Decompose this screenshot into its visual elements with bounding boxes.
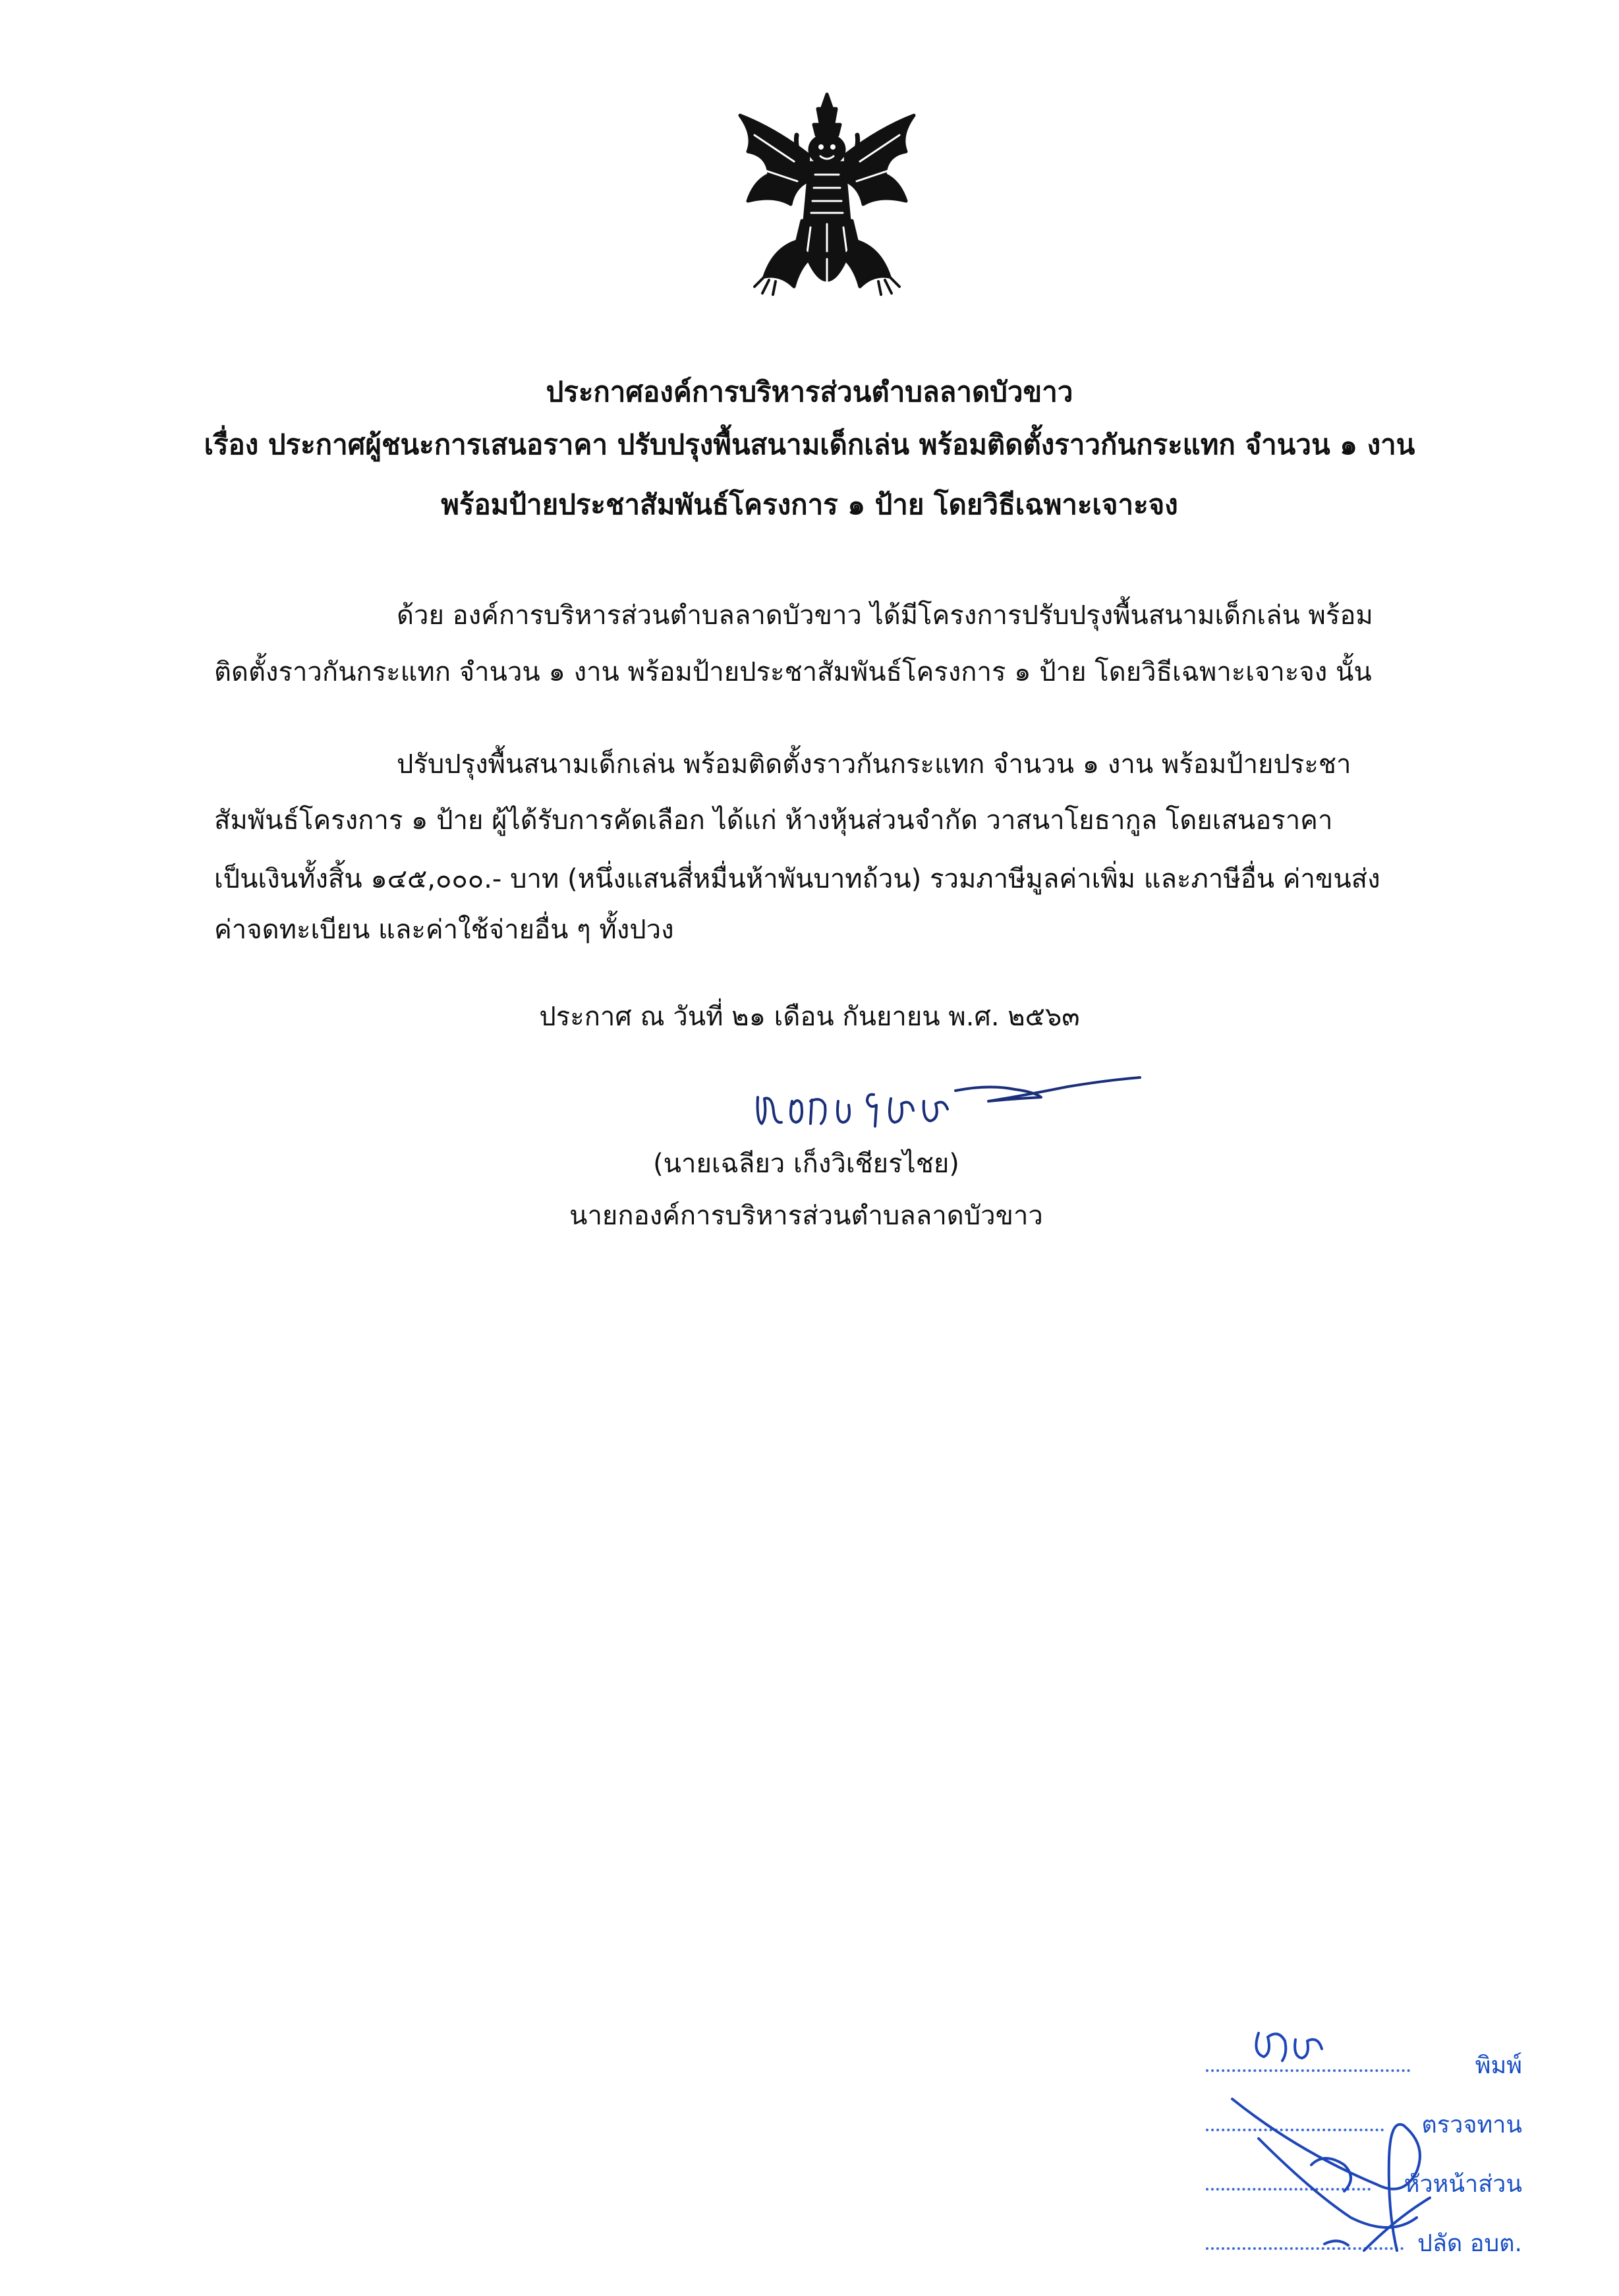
garuda-emblem-icon xyxy=(728,89,926,313)
stamp-row-checked: ตรวจทาน xyxy=(1421,2111,1522,2138)
paragraph-2-line-3: เป็นเงินทั้งสิ้น ๑๔๕,๐๐๐.- บาท (หนึ่งแสนสี่หมื่นห้าพันบาทถ้วน) รวมภาษีมูลค่าเพิ่ม และภาษีอื่น ค่าขนส่ง xyxy=(214,864,1380,894)
stamp-row-section-head: หัวหน้าส่วน xyxy=(1404,2171,1522,2198)
stamp-initials-signature xyxy=(1179,2000,1548,2264)
paragraph-1-line-1: ด้วย องค์การบริหารส่วนตำบลลาดบัวขาว ได้มีโครงการปรับปรุงพื้นสนามเด็กเล่น พร้อม xyxy=(397,600,1373,631)
approval-stamp xyxy=(1179,2000,1548,2264)
paragraph-2-line-4: ค่าจดทะเบียน และค่าใช้จ่ายอื่น ๆ ทั้งปวง xyxy=(214,915,674,945)
stamp-row-typed: พิมพ์ xyxy=(1475,2052,1522,2079)
signatory-name: (นายเฉลียว เก็งวิเชียรไชย) xyxy=(653,1149,959,1179)
announcement-date: ประกาศ ณ วันที่ ๒๑ เดือน กันยายน พ.ศ. ๒๕๖๓ xyxy=(539,1002,1080,1032)
stamp-row-chief-administrator: ปลัด อบต. xyxy=(1417,2230,1522,2257)
signatory-position: นายกองค์การบริหารส่วนตำบลลาดบัวขาว xyxy=(569,1201,1043,1231)
handwritten-signature xyxy=(738,1058,1147,1137)
paragraph-2-line-1: ปรับปรุงพื้นสนามเด็กเล่น พร้อมติดตั้งราวกันกระแทก จำนวน ๑ งาน พร้อมป้ายประชา xyxy=(397,749,1351,780)
announcement-subject-continued: พร้อมป้ายประชาสัมพันธ์โครงการ ๑ ป้าย โดยวิธีเฉพาะเจาะจง xyxy=(441,488,1178,521)
paragraph-1-line-2: ติดตั้งราวกันกระแทก จำนวน ๑ งาน พร้อมป้ายประชาสัมพันธ์โครงการ ๑ ป้าย โดยวิธีเฉพาะเจาะจง นั้น xyxy=(214,657,1372,687)
announcement-title: ประกาศองค์การบริหารส่วนตำบลลาดบัวขาว xyxy=(546,376,1073,408)
paragraph-2-line-2: สัมพันธ์โครงการ ๑ ป้าย ผู้ได้รับการคัดเลือก ได้แก่ ห้างหุ้นส่วนจำกัด วาสนาโยธากูล โดยเสนอราคา xyxy=(214,805,1333,836)
announcement-subject: เรื่อง ประกาศผู้ชนะการเสนอราคา ปรับปรุงพื้นสนามเด็กเล่น พร้อมติดตั้งราวกันกระแทก จำนวน ๑ งาน xyxy=(204,428,1415,461)
